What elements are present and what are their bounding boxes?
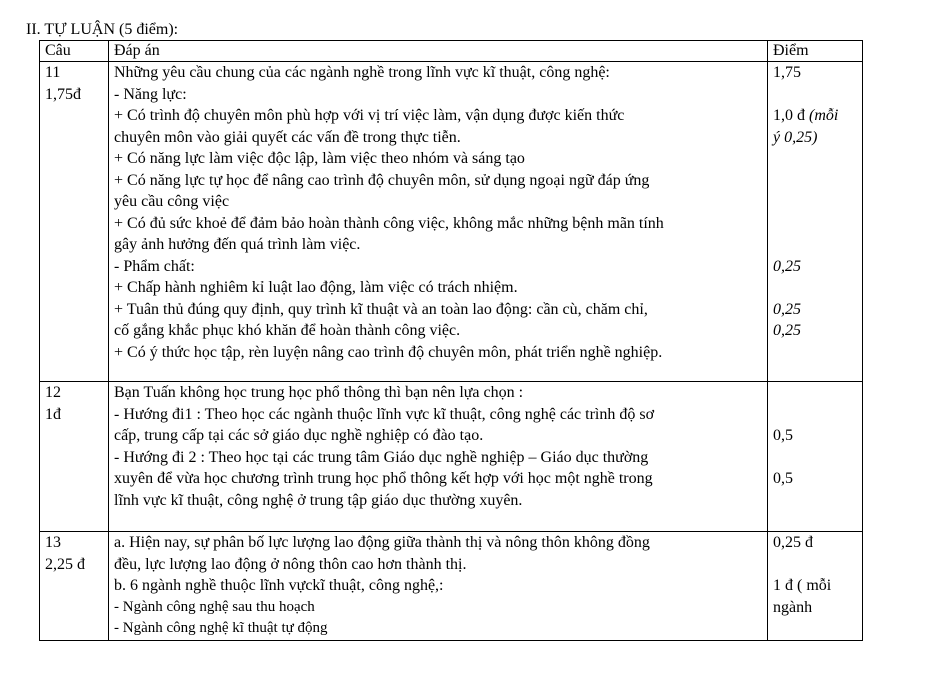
answer-line: + Có năng lực làm việc độc lập, làm việc theo nhóm và sáng tạo — [114, 150, 525, 167]
score-value: 1,0 đ — [773, 107, 809, 124]
answer-line: Bạn Tuấn không học trung học phổ thông thì bạn nên lựa chọn : — [114, 384, 524, 401]
answer-line: - Ngành công nghệ sau thu hoạch — [114, 598, 315, 615]
answer-line: đều, lực lượng lao động ở nông thôn cao hơn thành thị. — [114, 555, 467, 573]
answer-line: - Hướng đi1 : Theo học các ngành thuộc lĩnh vực kĩ thuật, công nghệ các trình độ sơ — [114, 405, 655, 423]
score-line: 0,25 — [773, 300, 801, 318]
score-line: 0,25 — [773, 257, 801, 275]
score-line: 0,25 — [773, 322, 801, 339]
answer-line: + Có ý thức học tập, rèn luyện nâng cao trình độ chuyên môn, phát triển nghề nghiệp. — [114, 343, 663, 361]
score-line — [773, 404, 857, 426]
score-line — [773, 554, 857, 576]
answer-line: - Năng lực: — [114, 85, 187, 103]
score-line: 0,5 — [773, 427, 793, 444]
score-line — [773, 618, 857, 640]
question-number: 13 — [45, 534, 61, 551]
answer-line: yêu cầu công việc — [114, 193, 230, 210]
score-cell — [768, 532, 863, 641]
section-title: II. TỰ LUẬN (5 điểm): — [26, 21, 179, 38]
score-line: ngành — [773, 598, 813, 616]
answer-cell — [109, 532, 768, 641]
question-points: 1đ — [45, 405, 61, 423]
score-line — [773, 148, 857, 170]
score-line: 0,5 — [773, 470, 793, 487]
answer-line: cố gắng khắc phục khó khăn để hoàn thành công việc. — [114, 322, 461, 339]
score-line — [773, 382, 857, 404]
question-number: 12 — [45, 384, 61, 401]
answer-line: + Tuân thủ đúng quy định, quy trình kĩ thuật và an toàn lao động: cần cù, chăm chỉ, — [114, 300, 648, 318]
table-row-11 — [40, 62, 863, 382]
score-line — [773, 447, 857, 469]
answer-line: chuyên môn vào giải quyết các vấn đề trong thực tiễn. — [114, 128, 461, 146]
answer-line: xuyên để vừa học chương trình trung học phổ thông kết hợp với học một nghề trong — [114, 470, 653, 487]
answer-line: + Có trình độ chuyên môn phù hợp với vị trí việc làm, vận dụng được kiến thức — [114, 107, 625, 124]
score-line: 0,25 đ — [773, 534, 813, 551]
table-header-row — [40, 41, 863, 62]
score-line: 1 đ ( mỗi — [773, 577, 832, 594]
score-note: (mỗi — [809, 107, 839, 124]
answer-table — [39, 40, 863, 641]
question-number: 11 — [45, 64, 61, 81]
answer-line: a. Hiện nay, sự phân bố lực lượng lao động giữa thành thị và nông thôn không đồng — [114, 534, 650, 551]
score-line — [773, 170, 857, 192]
score-cell — [768, 62, 863, 382]
score-cell — [768, 382, 863, 532]
score-line: ý 0,25) — [773, 128, 818, 146]
answer-line: - Phẩm chất: — [114, 257, 195, 275]
answer-line: gây ảnh hưởng đến quá trình làm việc. — [114, 236, 361, 253]
score-line: 1,75 — [773, 64, 801, 81]
question-number-cell — [40, 382, 109, 532]
answer-line: lĩnh vực kĩ thuật, công nghệ ở trung tập giáo dục thường xuyên. — [114, 491, 523, 509]
table-row-12 — [40, 382, 863, 532]
score-line — [773, 191, 857, 213]
answer-line: b. 6 ngành nghề thuộc lĩnh vựckĩ thuật, công nghệ,: — [114, 577, 444, 594]
question-number-cell — [40, 62, 109, 382]
header-dap-an: Đáp án — [109, 41, 768, 62]
question-points: 1,75đ — [45, 85, 81, 103]
question-points: 2,25 đ — [45, 555, 85, 573]
answer-line: cấp, trung cấp tại các sở giáo dục nghề nghiệp có đào tạo. — [114, 427, 484, 444]
score-line — [773, 342, 857, 364]
score-line — [773, 105, 857, 127]
answer-line: Những yêu cầu chung của các ngành nghề trong lĩnh vực kĩ thuật, công nghệ: — [114, 64, 610, 81]
score-line — [773, 234, 857, 256]
answer-line: + Có đủ sức khoẻ để đảm bảo hoàn thành công việc, không mắc những bệnh mãn tính — [114, 214, 664, 232]
answer-line: - Hướng đi 2 : Theo học tại các trung tâm Giáo dục nghề nghiệp – Giáo dục thường — [114, 448, 649, 466]
score-line — [773, 213, 857, 235]
header-cau: Câu — [40, 41, 109, 62]
score-line — [773, 490, 857, 512]
answer-line: + Có năng lực tự học để nâng cao trình độ chuyên môn, sử dụng ngoại ngữ đáp ứng — [114, 171, 650, 189]
score-line — [773, 84, 857, 106]
score-line — [773, 277, 857, 299]
table-row-13 — [40, 532, 863, 641]
answer-line: - Ngành công nghệ kĩ thuật tự động — [114, 620, 328, 636]
header-diem: Điểm — [768, 41, 863, 62]
answer-line: + Chấp hành nghiêm kỉ luật lao động, làm việc có trách nhiệm. — [114, 279, 518, 296]
answer-cell — [109, 382, 768, 532]
answer-cell — [109, 62, 768, 382]
question-number-cell — [40, 532, 109, 641]
